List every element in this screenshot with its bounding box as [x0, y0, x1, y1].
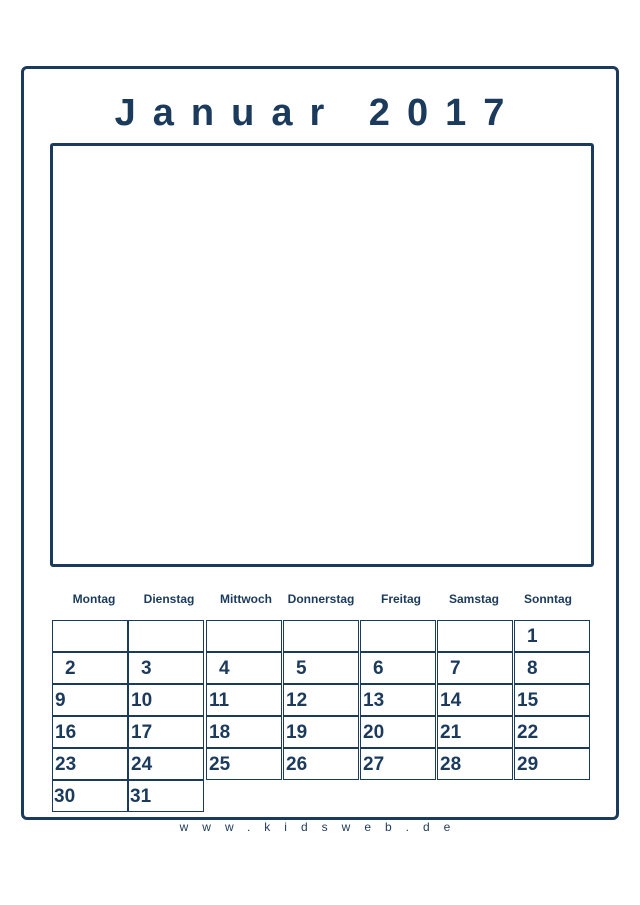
day-number: 12 — [286, 690, 308, 711]
day-number: 24 — [131, 754, 153, 775]
day-cell — [52, 684, 128, 716]
day-number: 10 — [131, 690, 153, 711]
day-cell — [437, 652, 513, 684]
day-number: 26 — [286, 754, 308, 775]
day-number: 16 — [55, 722, 77, 743]
day-number: 11 — [209, 690, 230, 711]
day-cell — [52, 716, 128, 748]
day-number: 17 — [131, 722, 153, 743]
day-cell — [283, 684, 359, 716]
weekday-label: Mittwoch — [220, 592, 272, 606]
weekday-label: Freitag — [380, 592, 421, 606]
day-cell — [52, 652, 128, 684]
day-number: 19 — [286, 722, 308, 743]
day-number: 15 — [517, 690, 539, 711]
day-cell — [283, 620, 359, 652]
day-cell — [52, 748, 128, 780]
weekday-label: Sonntag — [524, 592, 572, 606]
day-number: 27 — [363, 754, 385, 775]
day-cell — [283, 748, 359, 780]
day-number: 9 — [55, 690, 66, 711]
day-number: 7 — [450, 658, 461, 679]
day-cell — [514, 620, 590, 652]
day-number: 2 — [65, 658, 76, 679]
day-cell — [206, 716, 282, 748]
day-cell — [128, 748, 204, 780]
day-cell — [514, 716, 590, 748]
day-cell — [437, 620, 513, 652]
weekday-label: Dienstag — [143, 592, 195, 606]
weekday-label: Samstag — [448, 592, 500, 606]
day-number: 21 — [440, 722, 462, 743]
day-number: 28 — [440, 754, 462, 775]
calendar-title: Januar 2017 — [114, 92, 522, 134]
day-cell — [437, 748, 513, 780]
day-number: 1 — [527, 626, 538, 647]
day-cell — [283, 716, 359, 748]
day-cell — [128, 716, 204, 748]
day-number: 22 — [517, 722, 539, 743]
day-cell — [128, 684, 204, 716]
day-number: 4 — [219, 658, 230, 679]
day-cell — [437, 684, 513, 716]
day-cell — [128, 780, 204, 812]
day-number: 14 — [440, 690, 462, 711]
photo-placeholder — [50, 143, 594, 567]
day-cell — [360, 716, 436, 748]
day-cell — [360, 748, 436, 780]
day-cell — [437, 716, 513, 748]
day-cell — [206, 652, 282, 684]
day-number: 18 — [209, 722, 231, 743]
day-number: 6 — [373, 658, 384, 679]
day-number: 13 — [363, 690, 385, 711]
day-number: 30 — [54, 786, 76, 807]
day-cell — [514, 684, 590, 716]
footer-url: www.kidsweb.de — [179, 820, 465, 834]
day-cell — [206, 684, 282, 716]
day-cell — [360, 620, 436, 652]
day-cell — [128, 620, 204, 652]
day-number: 31 — [130, 786, 152, 807]
day-cell — [52, 620, 128, 652]
day-cell — [514, 748, 590, 780]
day-number: 20 — [363, 722, 385, 743]
day-cell — [283, 652, 359, 684]
day-cell — [206, 748, 282, 780]
day-number: 29 — [517, 754, 539, 775]
day-cell — [360, 684, 436, 716]
day-number: 5 — [296, 658, 307, 679]
day-cell — [128, 652, 204, 684]
weekday-label: Donnerstag — [287, 592, 355, 606]
day-number: 3 — [141, 658, 152, 679]
day-number: 8 — [527, 658, 538, 679]
day-cell — [514, 652, 590, 684]
weekday-header-row — [52, 592, 592, 608]
day-cell — [52, 780, 128, 812]
day-number: 23 — [55, 754, 77, 775]
weekday-label: Montag — [72, 592, 116, 606]
day-cell — [206, 620, 282, 652]
day-cell — [360, 652, 436, 684]
day-number: 25 — [209, 754, 231, 775]
